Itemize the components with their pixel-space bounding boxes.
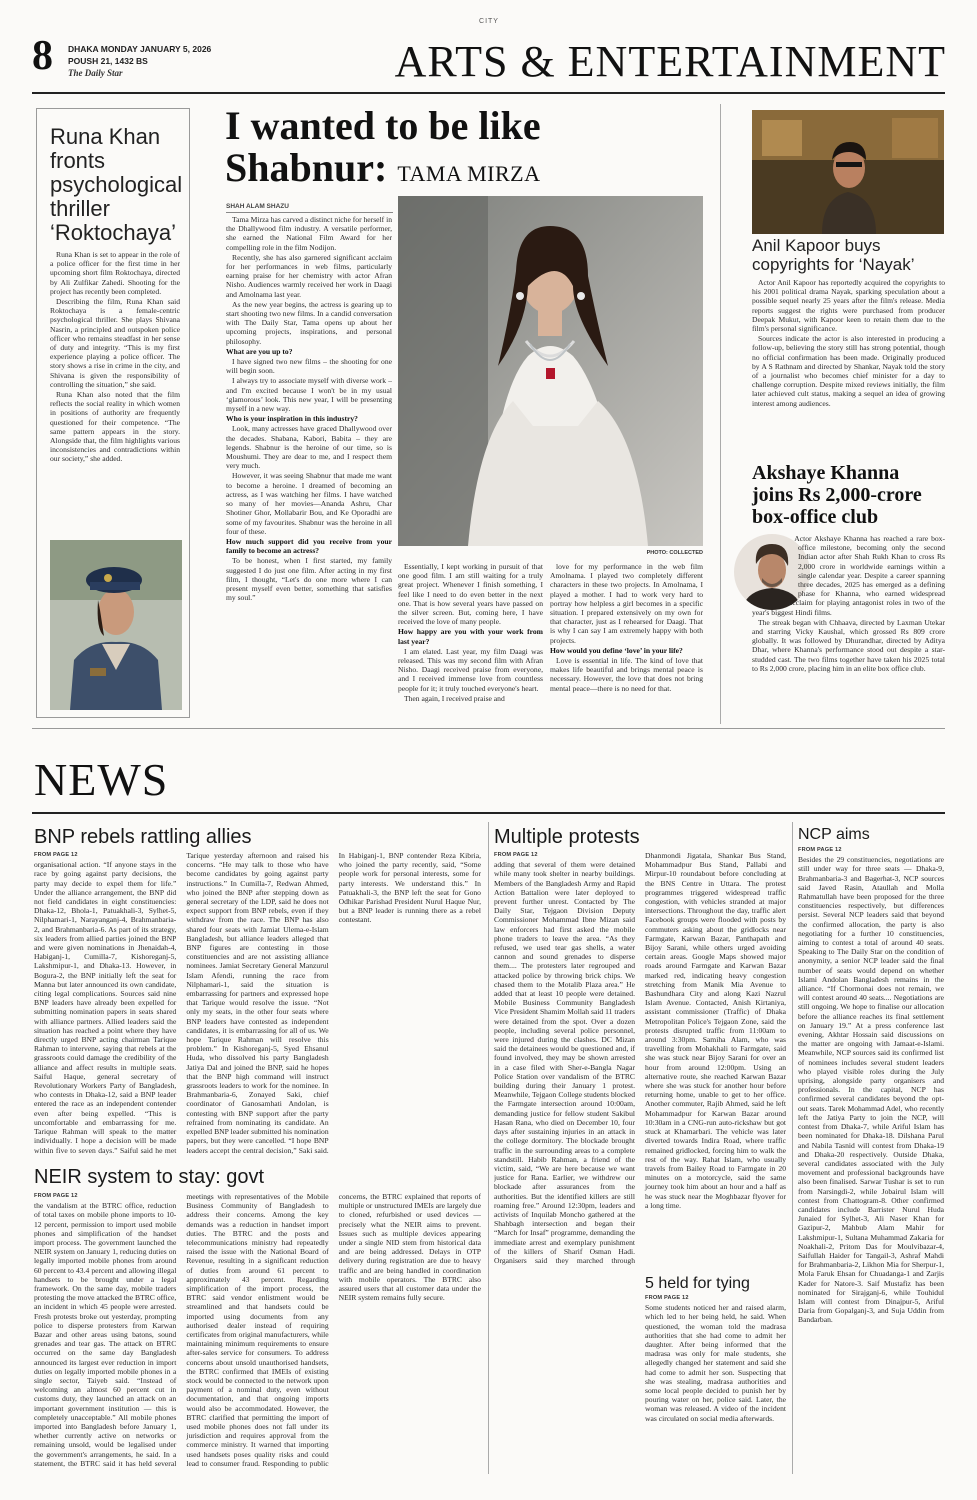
interview-paragraph: I always try to associate myself with diverse work – and I'm excited because I won't be in my usual ‘glamorous’ look. This new year, I will be presenting myself in a new way. [226, 376, 392, 414]
interview-paragraph: love for my performance in the web film Amolnama. I played two completely different characters in these two projects. In Amolnama, I played a mother. I had to work very hard to portray how helpless a girl becomes in a specific situation. I prepared extensively on my own for that character, just as I rehearsed for Daagi. That is why I can say I am extremely happy with both projects. [550, 562, 703, 645]
bnp-article [34, 851, 481, 1161]
photo-wrap-spacer [752, 534, 798, 608]
interview-paragraph: Recently, she has also garnered significant acclaim for her performances in web films, particularly earning praise for her chemistry with actor Afran Nisho. Audiences warmly received her work in Daagi and Amolnama last year. [226, 252, 392, 299]
runa-paragraph: Runa Khan also noted that the film reflects the social reality in which women in positions of authority are frequently questioned for their competence. “The same pattern appears in the story. Alongside that, the film highlights various inconsistencies and contradictions within our society,” she added. [50, 390, 180, 464]
news-section-title: NEWS [34, 754, 169, 805]
neir-from-page: FROM PAGE 12 [34, 1193, 78, 1199]
ncp-article [798, 846, 944, 1474]
protests-from-page: FROM PAGE 12 [494, 852, 538, 858]
tama-column-1 [226, 215, 392, 709]
interview-paragraph: As the new year begins, the actress is gearing up to start shooting two new films. In a candid conversation with The Daily Star, Tama opens up about her upcoming projects, inspirations, and personal philosophy. [226, 299, 392, 346]
column-divider [720, 104, 721, 724]
held-article [645, 1294, 786, 1474]
held-text: Some students noticed her and raised alarm, which led to her being held, he said. When questioned, the woman told the madrasa authorities that she had come to admit her daughter. After being informed that the madrasa was only for male students, she allegedly changed her statement and said she had come to admit her son. Suspecting that she was stealing, madrasa authorities and some local people decided to punish her by pouring water on her, police said. Later, the woman was released. A video of the incident was circulated on social media afterwards. [645, 1303, 786, 1423]
tama-mirza-portrait [398, 196, 703, 546]
ncp-headline: NCP aims [798, 826, 870, 843]
section-label: CITY [479, 18, 499, 25]
news-divider-2 [792, 822, 793, 1474]
neir-article [34, 1192, 481, 1474]
interview-question: Who is your inspiration in this industry? [226, 414, 358, 424]
interview-question: How would you define ‘love’ in your life? [550, 645, 683, 655]
photo-credit: PHOTO: COLLECTED [646, 550, 703, 556]
anil-kapoor-portrait [752, 110, 944, 234]
byline-rule [226, 212, 393, 213]
ncp-text: Besides the 29 constituencies, negotiations are still under way for three seats — Dhaka-9, Brahmanbaria-3 and Bagerhat-3, NCP sources said Javed Rasin, Ataullah and Molla Rahmatullah have been proposed for the three constituencies respectively, but differences persist. Several NCP leaders said that beyond the confirmed allocation, the party is also negotiating for a further 10 constituencies, aiming to contest a total of around 40 seats. Speaking to The Daily Star on the condition of anonymity, a senior NCP leader said the final number of seats would depend on whether Islami Andolan Bangladesh remains in the alliance. “If Chormonai does not remain, we will contest around 40 seats.... Negotiations are still ongoing. We hope to finalise our allocation before the alliance reaches its final settlement on January 19.” At a press conference last evening, Akhtar Hossain said discussions on the matter are ongoing with Jamaat-e-Islami. Meanwhile, NCP sources said its confirmed list of nominees includes several student leaders who played visible roles during the July uprising, alongside party organisers and professionals. In the capital, NCP has confirmed several candidates beyond the opt-out seats. Tarek Mohammad Adel, who recently left the Jatiya Party to join the NCP, will contest from Dhaka-7, while Ariful Islam has been nominated for Dhaka-18. Dilshana Parul and Nabila Tasnid will contest from Dhaka-19 and Dhaka-20 respectively. Outside Dhaka, several candidates associated with the July movement and professional backgrounds have also been finalised. Sarwar Tushar is set to run from Narsingdi-2, while Jobairul Islam will contest from Chattogram-8. Other confirmed candidates include Barrister Nurul Huda Junaied for Sylhet-3, Ali Naser Khan for Gazipur-2, Mahbub Alam Mahir for Lakshmipur-1, Sultana Muhammad Zakaria for Noakhali-2, Pritom Das for Moulvibazar-4, Saifullah Haider for Tangail-3, Ashraf Mahdi for Brahmanbaria-2, Likhon Mia for Sherpur-1, Mola Faruk Ehsan for Chuadanga-1 and Zarjis Kader for Natore-3. Saif Mustafiz has been nominated for Sirajganj-6, while Touhidul Islam will contest from Dinajpur-5, Ariful Daria from Gopalganj-3, and Suja Uddin from Bandarban. [798, 855, 944, 1325]
dateline: DHAKA MONDAY JANUARY 5, 2026 [68, 44, 212, 54]
neir-headline: NEIR system to stay: govt [34, 1166, 265, 1188]
akshaye-paragraph: Actor Akshaye Khanna has reached a rare box-office milestone, becoming only the second Indian actor after Shah Rukh Khan to cross Rs 2,000 crore in worldwide earnings within a single calendar year. Despite a career spanning three decades, 2025 has emerged as a defining phase for Khanna, who earned widespread acclaim for playing antagonist roles in two of the year's biggest Hindi films. [752, 534, 945, 617]
akshaye-headline: Akshaye Khanna joins Rs 2,000-crore box-office club [752, 462, 922, 528]
interview-paragraph: Then again, I received praise and [404, 693, 505, 703]
anil-kapoor-photo [752, 110, 944, 234]
neir-text: the vandalism at the BTRC office, reduction of total taxes on mobile phone imports to 10-12 percent, permission to import used mobile phones and simplification of the handset import process. The government launched the NEIR system on January 1, reducing duties on legally imported mobile phones from around 60 percent to 43.4 percent and allowing illegal handsets to be brought under a legal framework. On the same day, mobile traders protesting the move attacked the BTRC office, an incident in which 45 people were arrested. Fresh protests broke out yesterday, prompting police to disperse protesters from Karwan Bazar and other areas using batons, sound grenades and tear gas. The attack on BTRC occurred on the same day Bangladesh announced its largest ever reduction in import duties on legally imported mobile phones in a single sector, Taiyeb said. “Instead of welcoming an almost 60 percent cut in customs duty, they launched an attack on an important government institution — this is completely unacceptable.” All mobile phones imported into Bangladesh before January 1, whether currently active on networks or remaining unsold, would be legalised under the government's arrangements, he said. In a statement, the BTRC said it has held several meetings with representatives of the Mobile Business Community of Bangladesh to address their concerns. Among the key demands was a reduction in handset import duties. The BTRC and the posts and telecommunications ministry had repeatedly raised the issue with the National Board of Revenue, resulting in a significant reduction of duties from around 61 percent to approximately 43 percent. Regarding simplification of the import process, the BTRC said vendor enlistment would be streamlined and that handsets could be imported using documents from any authorised dealer instead of requiring certificates from original manufacturers, while maintaining minimum requirements to ensure after-sales service for consumers. To address concerns about unsold unauthorised handsets, the BTRC confirmed that IMEIs of existing stock would be connected to the network upon payment of a nominal duty, even without documentation, and that ongoing imports would also be accommodated. However, the BTRC clarified that permitting the import of used mobile phones does not fall under its jurisdiction and requires approval from the commerce ministry. It warned that importing used handsets poses quality risks and could lead to consumer fraud. Responding to public concerns, the BTRC explained that reports of multiple or unstructured IMEIs are largely due to cloned, refurbished or used devices — precisely what the NEIR aims to prevent. Issues such as multiple devices appearing under a single NID stem from historical data and are being addressed. Delays in OTP delivery during registration are due to heavy traffic and are being handled in coordination with mobile operators. The BTRC also assured users that all customer data under the NEIR system remains fully secure. [34, 1192, 481, 1468]
page-number: 8 [32, 33, 53, 79]
tama-column-3 [550, 562, 703, 709]
interview-paragraph: To be honest, when I first started, my family suggested I do just one film. After acting in my first film, I thought, “Let's do one more where I can present myself even better, something that satisfies my soul.” [226, 556, 392, 603]
tama-byline: SHAH ALAM SHAZU [226, 203, 289, 210]
tama-headline-shabnur: Shabnur: [225, 145, 388, 190]
interview-paragraph: I have signed two new films – the shooting for one will begin soon. [226, 357, 392, 376]
interview-paragraph: However, it was seeing Shabnur that made me want to become a heroine. I dreamed of becoming an actress, as I was watching her films. I have watched so many of her movies—Ananda Ashru, Char Shotiner Ghor, Mollabarir Bou, and Ke Oporadhi are some of my favourites. Shabnur was the heroine in all four of these. [226, 471, 392, 536]
news-rule [32, 812, 945, 814]
interview-question: What are you up to? [226, 346, 293, 356]
police-officer-portrait [50, 540, 182, 710]
akshaye-paragraph: The streak began with Chhaava, directed by Laxman Utekar and starring Vicky Kaushal, which grossed Rs 809 crore globally. It was followed by Dhurandhar, directed by Aditya Dhar, where Khanna's performance stood out despite a star-studded cast. The two films together have taken his 2025 total to Rs 2,000 crore, placing him in an elite box office club. [752, 617, 945, 673]
ncp-from-page: FROM PAGE 12 [798, 847, 842, 853]
news-top-rule [32, 728, 945, 729]
bnp-from-page: FROM PAGE 12 [34, 852, 78, 858]
runa-khan-photo [50, 540, 182, 710]
protests-text: adding that several of them were detained while many took shelter in nearby buildings. Members of the Bangladesh Army and Rapid Action Battalion were later deployed to prevent further unrest. Contacted by The Daily Star, Tejgaon Division Deputy Commissioner Mohammad Ibne Mizan said law enforcers had first asked the mobile phone traders to leave the area. “As they refused, we used tear gas shells, a water cannon and sound grenades to disperse them.... The protesters later regrouped and attacked police by throwing brick chips. We chased them to the Motalib Plaza area.” He added that at least 10 people were detained. Mobile Business Community Bangladesh Vice President Shamim Mollah said 11 traders were detained from the spot. Over a dozen people, including several police personnel, were injured during the clashes. DC Mizan said the detainees would be questioned and, if found involved, they may be shown arrested in a case filed with Sher-e-Bangla Nagar Police Station over vandalism of the BTRC building during their January 1 protest. Meanwhile, Tejgaon College students blocked the Farmgate intersection around 10:00am, demanding justice for fellow student Sakibul Hasan Rana, who died on December 10, four days after sustaining injuries in an attack in the college dormitory. The blockade brought traffic in the surrounding areas to a complete standstill. Habib Rahman, a friend of the victim, said, “We are here because we want justice for Rana. Earlier, we withdrew our blockade after assurances from the authorities. But the identified killers are still roaming free.” Around 12:30pm, leaders and activists of Inquilab Moncho gathered at the Shahbagh intersection and began their “March for Insaf” programme, demanding the immediate arrest and exemplary punishment of the killers of Sharif Osman Hadi. Organisers said they marched through Dhanmondi Jigatala, Shankar Bus Stand, Mohammadpur Bus Stand, Pallabi and Mirpur-10 roundabout before concluding at the BNS Centre in Uttara. The protest programmes triggered widespread traffic congestion, with vehicles stranded at major intersections. Throughout the day, traffic alert Facebook groups were flooded with posts by commuters asking about the gridlocks near Farmgate, Karwan Bazar, Panthapath and Bijoy Sarani, while others urged avoiding certain areas. Google Maps showed major roads around Farmgate and Karwan Bazar marked red, indicating heavy congestion stretching from Manik Mia Avenue to Bashundhara City and along Kazi Nazrul Islam Avenue. Contacted, Anish Kirtaniya, assistant commissioner (Traffic) of Dhaka Metropolitan Police's Tejgaon Zone, said the protests disrupted traffic from 11:00am to around 3:30pm. Samiha Alam, who was travelling from Mohakhali to Farmgate, said she was stuck near Bijoy Sarani for over an hour from around 12:00pm. Using an alternative route, she reached Karwan Bazar where she was stuck for another hour before returning home, unable to get to her office. Another commuter, Rajib Ahmed, said he left Mohammadpur for Karwan Bazar around 10:30am in a CNG-run auto-rickshaw but got stuck at Khamarbari. The vehicle was later diverted towards Indira Road, where traffic remained gridlocked, forcing him to walk the rest of the way. Rahat Islam, who usually travels from Bailey Road to Farmgate in 20 minutes on a motorcycle, said the same journey took him about an hour and a half as he was stuck near the Moghbazar flyover for a long time. [494, 851, 786, 1265]
news-divider-1 [488, 822, 489, 1474]
interview-paragraph: Love is essential in life. The kind of love that makes life beautiful and brings mental peace is necessary. However, the love that does not bring mental peace—there is no need for that. [550, 656, 703, 693]
bangla-date: POUSH 21, 1432 BS [68, 56, 148, 66]
runa-headline: Runa Khan fronts psychological thriller ‘Roktochaya’ [50, 124, 183, 245]
bnp-text: organisational action. “If anyone stays in the race by going against party decisions, the party may decide to expel them for life.” Under the alliance arrangement, the BNP did not field candidates in eight constituencies: Dhaka-12, Bhola-1, Patuakhali-3, Sylhet-5, Nilphamari-1, Narayanganj-4, Brahmanbaria-2, and Brahmanbaria-6. As part of its strategy, six leaders from allied parties joined the BNP and were given nominations in Jhenaidah-4, Habiganj-1, Cumilla-7, Kishoreganj-5, Lakshmipur-1, and Dhaka-13. However, in Bogura-2, the BNP initially left the seat for Manna but later announced its own candidate, citing legal complications. Sources said nine BNP leaders have already been expelled for submitting nomination papers in seats shared with alliance partners. Allied leaders said the situation has reached a point where they have directly urged BNP acting chairman Tarique Rahman to intervene, saying that rebels at the grassroots could damage the credibility of the alliance and affect results in multiple seats. Saiful Haque, general secretary of Revolutionary Workers Party of Bangladesh, who contests in Dhaka-12, said a BNP leader entered the race as an independent contender even after being expelled. “This is uncomfortable and embarrassing for me. Tarique Rahman will speak to the matter individually. I hope a decision will be made within five to seven days.” Saiful said he met Tarique yesterday afternoon and raised his concerns. “He may talk to those who have become candidates by going against party instructions.” In Cumilla-7, Redwan Ahmed, who joined the BNP after stepping down as general secretary of the LDP, said he does not expect support from BNP rebels, even if they withdraw from the race. The BNP has also shared four seats with Jamiat Ulema-e-Islam Bangladesh, but alliance leaders alleged that BNP figures are contesting in those constituencies and are not assisting alliance nominees. Jamiat Secretary General Manzurul Islam Afendi, running the race from Nilphamari-1, said the situation is embarrassing for partners and expressed hope that Tarique would resolve the issue. “Not only my seats, in the other four seats where BNP leaders have contested as independent candidates, it is embarrassing for all of us. We hope Tarique Rahman will resolve this problem.” In Kishoreganj-5, Syed Ehsanul Huda, who dissolved his party Bangladesh Jatiya Dal and joined the BNP, said he hopes that the BNP high command will instruct grassroots leaders to work for the nominee. In Brahmanbaria-6, Zonayed Saki, chief coordinator of Ganosamhati Andolan, is contesting with BNP support after the party refrained from nominating its candidate. An expelled BNP leader submitted his nomination papers, but they were cancelled. “I hope BNP leaders accept the central decision,” Saki said. In Habiganj-1, BNP contender Reza Kibria, who joined the party recently, said, “Some people work for personal interests, some for party interests. We understand this.” In Patuakhali-3, the BNP left the seat for Gono Odhikar Parishad President Nurul Haque Nur, but a BNP leader is running there as a rebel contestant. [34, 851, 481, 1155]
tama-headline-name: TAMA MIRZA [397, 161, 541, 186]
tama-headline-line1: I wanted to be like [225, 103, 541, 148]
anil-paragraph: Sources indicate the actor is also interested in producing a follow-up, believing the story still has strong potential, though no official confirmation has been made. Originally produced by A S Rathnam and directed by Shankar, Nayak told the story of a journalist who becomes chief minister for a day to challenge corruption. Despite mixed reviews initially, the film later achieved cult status, making a sequel an idea of growing interest among audiences. [752, 334, 945, 408]
held-headline: 5 held for tying [645, 1275, 750, 1292]
anil-headline: Anil Kapoor buys copyrights for ‘Nayak’ [752, 236, 915, 274]
anil-article [752, 278, 945, 454]
tama-mirza-photo [398, 196, 703, 546]
protests-continued [494, 1271, 635, 1474]
tama-column-2 [398, 562, 543, 709]
interview-question: How much support did you receive from your family to become an actress? [226, 536, 392, 556]
runa-paragraph: Describing the film, Runa Khan said Roktochaya is a female-centric psychological thriller. She plays Shivana Nasrin, a principled and outspoken police officer who remains steadfast in her sense of duty and integrity. “This is my first experience playing a police officer. The story shows a rise in crime in the city, and Shivana is given the responsibility of controlling the situation,” she said. [50, 297, 180, 389]
runa-article [50, 250, 180, 533]
header-rule [32, 92, 945, 94]
interview-paragraph: Look, many actresses have graced Dhallywood over the decades. Shabana, Kabori, Babita – they are legends. Shabnur is the heroine of our time, so is Moushumi. They are dear to me, and I respect them very much. [226, 424, 392, 471]
interview-question: How happy are you with your work from last year? [398, 627, 543, 646]
runa-paragraph: Runa Khan is set to appear in the role of a police officer for the first time in her upcoming short film Roktochaya, directed by Ali Zulfikar Zahedi. Shooting for the project has recently been completed. [50, 250, 180, 296]
interview-paragraph: I am elated. Last year, my film Daagi was released. This was my second film with Afran Nisho. Daagi received praise from everyone, and I received immense love from countless people for it; it truly touched everyone's heart. [398, 646, 543, 693]
tama-headline [225, 105, 725, 195]
interview-paragraph: Tama Mirza has carved a distinct niche for herself in the Dhallywood film industry. A versatile performer, she earned the National Film Award for her compelling role in the film Nodijon. [226, 215, 392, 252]
protests-article [494, 851, 786, 1271]
held-from-page: FROM PAGE 12 [645, 1295, 689, 1301]
tama-headline-line2 [225, 147, 725, 195]
akshaye-article [752, 534, 945, 714]
bnp-headline: BNP rebels rattling allies [34, 826, 252, 848]
section-title: ARTS & ENTERTAINMENT [394, 37, 946, 86]
anil-paragraph: Actor Anil Kapoor has reportedly acquired the copyrights to his 2001 political drama Nayak, sparking speculation about a possible sequel nearly 25 years after the film's release. Media reports suggest the rights were purchased from producer Deepak Mukut, with Kapoor keen to retain them due to the film's personal significance. [752, 278, 945, 334]
interview-paragraph: Essentially, I kept working in pursuit of that one good film. I am still waiting for a truly great project. Whenever I finish something, I feel like I need to do even better in the next one. That is how several years have passed on the silver screen. But, coming here, I have received the love of many people. [398, 562, 543, 627]
protests-headline: Multiple protests [494, 826, 640, 848]
paper-logo: The Daily Star [68, 68, 123, 78]
